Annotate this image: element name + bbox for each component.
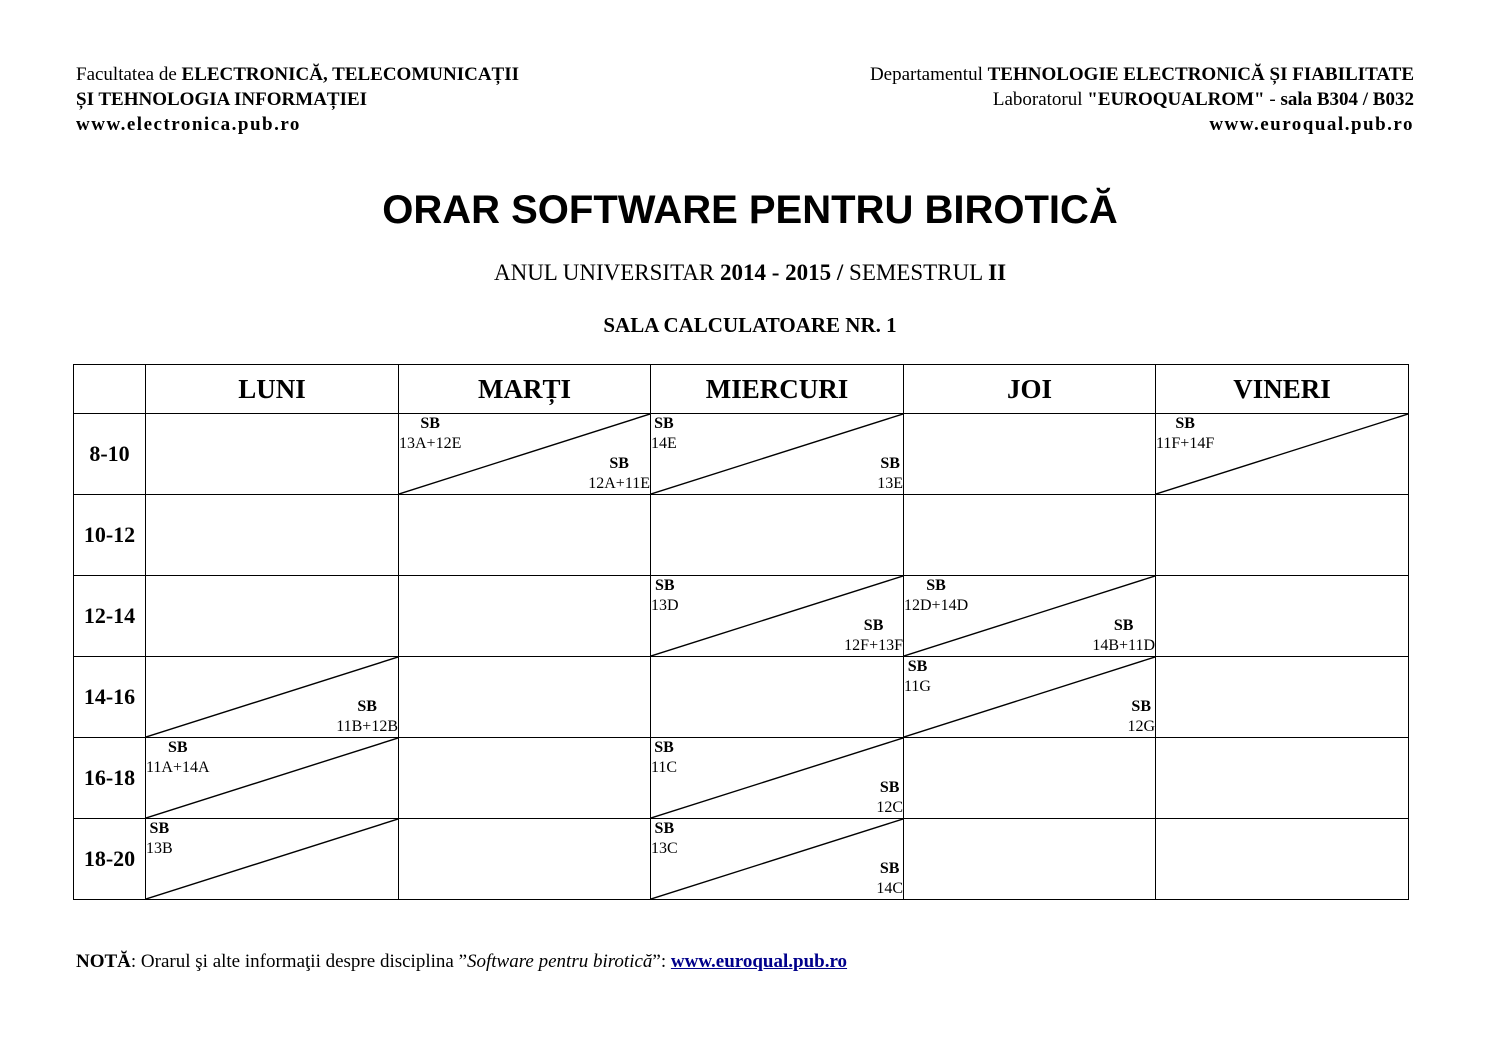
subject-code: SB	[609, 455, 629, 472]
diagonal-line	[651, 414, 903, 494]
time-slot-label: 18-20	[74, 819, 146, 900]
academic-year: ANUL UNIVERSITAR 2014 - 2015 / SEMESTRUL II	[493, 260, 1007, 285]
time-slot-row	[74, 738, 1409, 819]
page-title: ORAR SOFTWARE PENTRU BIROTICĂ	[382, 188, 1118, 232]
group-code: 13C	[651, 840, 678, 857]
subject-code: SB	[1113, 617, 1134, 634]
days-header-row	[74, 365, 1409, 414]
subject-code: SB	[907, 658, 928, 675]
diagonal-divider	[651, 414, 903, 494]
class-split	[651, 819, 903, 899]
class-split	[904, 576, 1155, 656]
class-entry-lower	[844, 616, 903, 656]
schedule-cell	[904, 738, 1156, 819]
subject-code: SB	[654, 820, 675, 837]
class-entry-upper	[651, 576, 679, 616]
group-code: 12F+13F	[844, 637, 903, 654]
class-entry-lower	[876, 778, 903, 818]
faculty-line1: Facultatea de ELECTRONICĂ, TELECOMUNICAȚII	[76, 64, 520, 85]
class-entry-upper	[904, 657, 931, 697]
schedule-table	[73, 364, 1409, 900]
schedule-cell	[146, 576, 399, 657]
subject-code: SB	[149, 820, 170, 837]
subject-code: SB	[654, 415, 674, 432]
diagonal-divider	[146, 819, 398, 899]
euroqual-link[interactable]: www.euroqual.pub.ro	[670, 951, 848, 972]
class-split	[399, 414, 650, 494]
laboratory-line: Laboratorul "EUROQUALROM" - sala B304 / B032	[992, 89, 1414, 110]
time-slot-label: 12-14	[74, 576, 146, 657]
schedule-cell	[1156, 414, 1409, 495]
group-code: 13E	[877, 475, 903, 492]
schedule-cell	[399, 738, 651, 819]
time-slot-label: 8-10	[74, 414, 146, 495]
group-code: 14C	[876, 880, 903, 897]
class-split	[146, 738, 398, 818]
time-slot-row	[74, 414, 1409, 495]
group-code: 12G	[1127, 718, 1155, 735]
department-line1: Departamentul TEHNOLOGIE ELECTRONICĂ ȘI FIABILITATE	[869, 64, 1414, 85]
subject-code: SB	[926, 577, 946, 594]
subject-code: SB	[654, 739, 674, 756]
schedule-cell	[904, 657, 1156, 738]
group-code: 12D+14D	[904, 597, 969, 614]
day-header: MARȚI	[399, 365, 651, 414]
class-split	[904, 657, 1155, 737]
class-entry-lower	[336, 697, 398, 737]
diagonal-divider	[651, 819, 903, 899]
schedule-cell	[399, 819, 651, 900]
group-code: 11G	[904, 678, 931, 695]
subject-code: SB	[1131, 698, 1151, 715]
time-slot-row	[74, 819, 1409, 900]
schedule-cell	[1156, 495, 1409, 576]
class-entry-upper	[399, 414, 461, 454]
subject-code: SB	[1175, 415, 1195, 432]
schedule-cell	[651, 657, 904, 738]
schedule-body	[74, 414, 1409, 900]
time-slot-row	[74, 657, 1409, 738]
diagonal-divider	[904, 657, 1155, 737]
class-entry-upper	[904, 576, 968, 616]
class-entry-upper	[651, 819, 678, 859]
class-entry-upper	[651, 738, 677, 778]
class-entry-lower	[876, 859, 903, 899]
class-split	[146, 819, 398, 899]
group-code: 11C	[651, 759, 678, 776]
class-entry-upper	[1156, 414, 1214, 454]
schedule-cell	[651, 495, 904, 576]
schedule-cell	[146, 738, 399, 819]
class-entry-lower	[1092, 616, 1155, 656]
schedule-cell	[904, 495, 1156, 576]
class-split	[1156, 414, 1408, 494]
schedule-cell	[146, 657, 399, 738]
class-split	[651, 414, 903, 494]
schedule-cell	[1156, 576, 1409, 657]
group-code: 12A+11E	[588, 475, 650, 492]
time-slot-label: 16-18	[74, 738, 146, 819]
group-code: 14B+11D	[1092, 637, 1155, 654]
time-slot-label: 14-16	[74, 657, 146, 738]
schedule-cell	[651, 414, 904, 495]
schedule-cell	[146, 414, 399, 495]
schedule-cell	[1156, 657, 1409, 738]
diagonal-divider	[651, 738, 903, 818]
schedule-cell	[904, 576, 1156, 657]
group-code: 13D	[651, 597, 679, 614]
schedule-cell	[1156, 819, 1409, 900]
group-code: 13A+12E	[399, 435, 462, 452]
department-header	[870, 62, 1414, 137]
faculty-line2: ȘI TEHNOLOGIA INFORMAȚIEI	[76, 89, 368, 110]
diagonal-line	[904, 657, 1155, 737]
schedule-cell	[904, 414, 1156, 495]
schedule-cell	[146, 495, 399, 576]
group-code: 11A+14A	[146, 759, 210, 776]
diagonal-line	[146, 819, 398, 899]
schedule-cell	[651, 819, 904, 900]
subject-code: SB	[654, 577, 675, 594]
schedule-cell	[399, 495, 651, 576]
subject-code: SB	[420, 415, 440, 432]
subject-code: SB	[863, 617, 884, 634]
faculty-header	[76, 62, 519, 137]
subject-code: SB	[880, 455, 900, 472]
room-label: SALA CALCULATOARE NR. 1	[603, 313, 897, 337]
group-code: 12C	[876, 799, 903, 816]
time-slot-label: 10-12	[74, 495, 146, 576]
faculty-website[interactable]: www.electronica.pub.ro	[76, 114, 301, 135]
schedule-cell	[651, 576, 904, 657]
class-entry-lower	[877, 454, 903, 494]
subject-code: SB	[879, 860, 900, 877]
schedule-cell	[399, 657, 651, 738]
day-header: MIERCURI	[651, 365, 904, 414]
schedule-cell	[146, 819, 399, 900]
class-entry-upper	[651, 414, 677, 454]
schedule-cell	[1156, 738, 1409, 819]
subject-code: SB	[879, 779, 900, 796]
group-code: 11B+12B	[336, 718, 398, 735]
subject-code: SB	[357, 698, 377, 715]
group-code: 11F+14F	[1156, 435, 1215, 452]
group-code: 13B	[146, 840, 173, 857]
class-entry-upper	[146, 819, 173, 859]
class-split	[651, 738, 903, 818]
day-header: VINERI	[1156, 365, 1409, 414]
class-entry-lower	[588, 454, 650, 494]
time-slot-row	[74, 576, 1409, 657]
class-split	[651, 576, 903, 656]
schedule-cell	[399, 576, 651, 657]
day-header: JOI	[904, 365, 1156, 414]
class-entry-lower	[1127, 697, 1155, 737]
class-split	[146, 657, 398, 737]
department-website[interactable]: www.euroqual.pub.ro	[1209, 114, 1414, 135]
subject-code: SB	[167, 739, 188, 756]
time-slot-row	[74, 495, 1409, 576]
diagonal-line	[651, 819, 903, 899]
schedule-cell	[904, 819, 1156, 900]
day-header: LUNI	[146, 365, 399, 414]
footer-note: NOTĂ: Orarul şi alte informaţii despre disciplina ”Software pentru birotică”: www.euroqual.pub.ro	[76, 951, 848, 972]
class-entry-upper	[146, 738, 210, 778]
diagonal-line	[651, 738, 903, 818]
schedule-cell	[651, 738, 904, 819]
corner-cell	[74, 365, 146, 414]
schedule-cell	[399, 414, 651, 495]
group-code: 14E	[651, 435, 677, 452]
